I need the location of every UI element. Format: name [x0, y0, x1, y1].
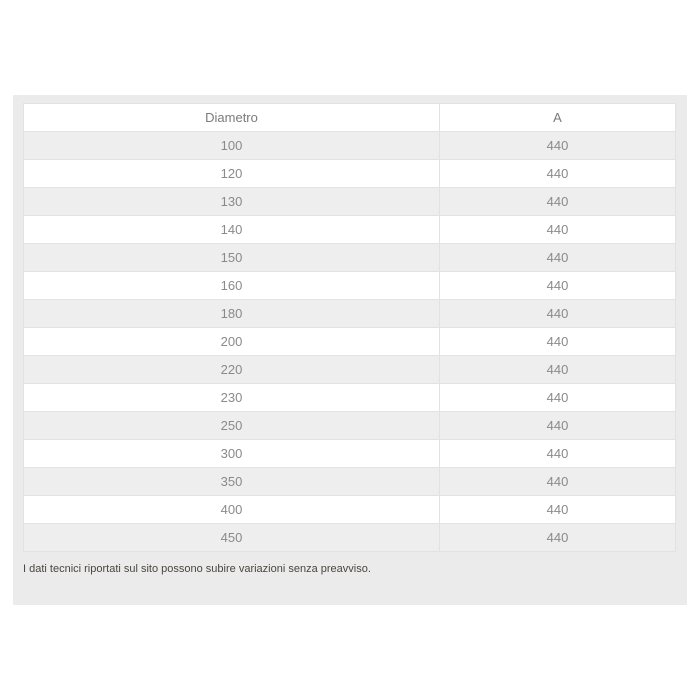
cell-a: 440 — [440, 524, 676, 552]
cell-a: 440 — [440, 440, 676, 468]
table-row — [24, 132, 676, 160]
disclaimer-note: I dati tecnici riportati sul sito possono subire variazioni senza preavviso. — [23, 563, 371, 575]
cell-diametro: 150 — [24, 244, 440, 272]
cell-a: 440 — [440, 496, 676, 524]
cell-a: 440 — [440, 412, 676, 440]
cell-diametro: 350 — [24, 468, 440, 496]
cell-a: 440 — [440, 300, 676, 328]
cell-a: 440 — [440, 384, 676, 412]
table-row — [24, 160, 676, 188]
cell-diametro: 130 — [24, 188, 440, 216]
table-row — [24, 384, 676, 412]
table-row — [24, 496, 676, 524]
spec-panel — [13, 95, 687, 605]
cell-a: 440 — [440, 216, 676, 244]
cell-a: 440 — [440, 328, 676, 356]
cell-diametro: 140 — [24, 216, 440, 244]
table-row — [24, 412, 676, 440]
table-row — [24, 524, 676, 552]
table-row — [24, 216, 676, 244]
cell-diametro: 220 — [24, 356, 440, 384]
table-row — [24, 300, 676, 328]
cell-diametro: 230 — [24, 384, 440, 412]
cell-diametro: 120 — [24, 160, 440, 188]
cell-diametro: 180 — [24, 300, 440, 328]
cell-diametro: 100 — [24, 132, 440, 160]
table-row — [24, 468, 676, 496]
cell-diametro: 250 — [24, 412, 440, 440]
table-row — [24, 440, 676, 468]
cell-diametro: 160 — [24, 272, 440, 300]
cell-diametro: 300 — [24, 440, 440, 468]
cell-a: 440 — [440, 132, 676, 160]
table-row — [24, 244, 676, 272]
table-body — [24, 132, 676, 552]
cell-a: 440 — [440, 468, 676, 496]
table-row — [24, 356, 676, 384]
cell-a: 440 — [440, 188, 676, 216]
table-row — [24, 328, 676, 356]
cell-diametro: 200 — [24, 328, 440, 356]
cell-a: 440 — [440, 160, 676, 188]
spec-table — [23, 103, 676, 552]
table-row — [24, 188, 676, 216]
table-row — [24, 272, 676, 300]
header-diametro: Diametro — [24, 104, 440, 132]
cell-a: 440 — [440, 356, 676, 384]
cell-diametro: 400 — [24, 496, 440, 524]
header-a: A — [440, 104, 676, 132]
cell-diametro: 450 — [24, 524, 440, 552]
cell-a: 440 — [440, 272, 676, 300]
cell-a: 440 — [440, 244, 676, 272]
table-header-row — [24, 104, 676, 132]
